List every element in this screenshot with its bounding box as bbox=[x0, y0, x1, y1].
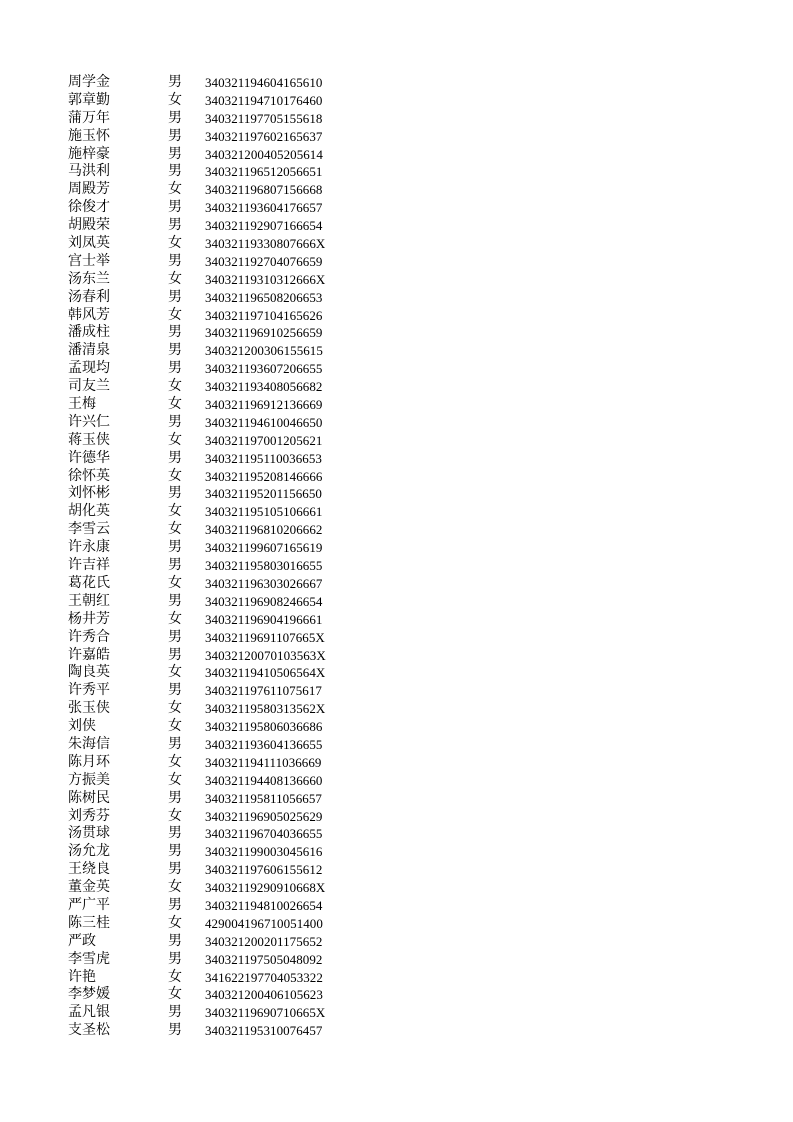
person-id-number: 340321195110036653 bbox=[205, 450, 322, 466]
person-gender: 男 bbox=[168, 413, 182, 430]
list-item bbox=[68, 432, 368, 450]
list-item bbox=[68, 503, 368, 521]
person-id-number: 429004196710051400 bbox=[205, 915, 323, 931]
person-name: 司友兰 bbox=[68, 378, 110, 395]
person-id-number: 34032119690710665X bbox=[205, 1005, 326, 1021]
person-id-number: 340321197606155612 bbox=[205, 862, 323, 878]
person-name: 王绕良 bbox=[68, 861, 110, 878]
person-gender: 女 bbox=[168, 235, 182, 252]
person-gender: 女 bbox=[168, 306, 182, 323]
person-name: 潘成柱 bbox=[68, 324, 110, 341]
person-gender: 男 bbox=[168, 252, 182, 269]
person-id-number: 340321194710176460 bbox=[205, 92, 323, 108]
person-name: 许秀平 bbox=[68, 682, 110, 699]
person-id-number: 340321192704076659 bbox=[205, 253, 323, 269]
roster-list bbox=[68, 74, 368, 1040]
person-name: 施梓豪 bbox=[68, 145, 110, 162]
list-item bbox=[68, 611, 368, 629]
list-item bbox=[68, 915, 368, 933]
person-name: 李雪云 bbox=[68, 521, 110, 538]
person-gender: 男 bbox=[168, 896, 182, 913]
person-gender: 男 bbox=[168, 628, 182, 645]
list-item bbox=[68, 181, 368, 199]
person-name: 董金英 bbox=[68, 879, 110, 896]
person-gender: 男 bbox=[168, 1004, 182, 1021]
person-gender: 男 bbox=[168, 360, 182, 377]
person-gender: 女 bbox=[168, 700, 182, 717]
person-gender: 男 bbox=[168, 217, 182, 234]
person-name: 杨井芳 bbox=[68, 610, 110, 627]
list-item bbox=[68, 986, 368, 1004]
person-name: 张玉侠 bbox=[68, 700, 110, 717]
person-gender: 男 bbox=[168, 1022, 182, 1039]
person-id-number: 340321200201175652 bbox=[205, 933, 323, 949]
person-gender: 男 bbox=[168, 145, 182, 162]
person-id-number: 340321200405205614 bbox=[205, 146, 323, 162]
person-name: 许永康 bbox=[68, 539, 110, 556]
person-gender: 女 bbox=[168, 986, 182, 1003]
person-name: 潘清泉 bbox=[68, 342, 110, 359]
list-item bbox=[68, 879, 368, 897]
person-id-number: 340321195811056657 bbox=[205, 790, 322, 806]
person-gender: 男 bbox=[168, 74, 182, 90]
person-gender: 女 bbox=[168, 521, 182, 538]
list-item bbox=[68, 700, 368, 718]
person-id-number: 34032120070103563X bbox=[205, 647, 326, 663]
list-item bbox=[68, 1004, 368, 1022]
list-item bbox=[68, 396, 368, 414]
person-id-number: 340321193604136655 bbox=[205, 736, 323, 752]
list-item bbox=[68, 718, 368, 736]
person-id-number: 340321200306155615 bbox=[205, 343, 323, 359]
list-item bbox=[68, 951, 368, 969]
person-name: 李梦媛 bbox=[68, 986, 110, 1003]
person-gender: 男 bbox=[168, 557, 182, 574]
person-gender: 男 bbox=[168, 592, 182, 609]
person-name: 刘侠 bbox=[68, 718, 96, 735]
person-gender: 女 bbox=[168, 664, 182, 681]
person-name: 徐怀英 bbox=[68, 467, 110, 484]
person-id-number: 340321194610046650 bbox=[205, 414, 323, 430]
person-name: 李雪虎 bbox=[68, 950, 110, 967]
person-name: 汤春利 bbox=[68, 288, 110, 305]
person-id-number: 340321196303026667 bbox=[205, 575, 323, 591]
list-item bbox=[68, 199, 368, 217]
person-gender: 女 bbox=[168, 396, 182, 413]
person-name: 孟凡银 bbox=[68, 1004, 110, 1021]
person-name: 王梅 bbox=[68, 396, 96, 413]
person-id-number: 340321199003045616 bbox=[205, 844, 323, 860]
person-name: 马洪利 bbox=[68, 163, 110, 180]
person-id-number: 340321196912136669 bbox=[205, 397, 323, 413]
person-name: 郭章勤 bbox=[68, 91, 110, 108]
list-item bbox=[68, 825, 368, 843]
list-item bbox=[68, 324, 368, 342]
person-name: 王朝红 bbox=[68, 592, 110, 609]
person-name: 胡化英 bbox=[68, 503, 110, 520]
person-id-number: 340321194604165610 bbox=[205, 75, 323, 90]
list-item bbox=[68, 593, 368, 611]
person-id-number: 340321193408056682 bbox=[205, 379, 323, 395]
list-item bbox=[68, 861, 368, 879]
person-gender: 女 bbox=[168, 753, 182, 770]
person-name: 宫士举 bbox=[68, 252, 110, 269]
person-id-number: 340321196908246654 bbox=[205, 593, 323, 609]
person-gender: 女 bbox=[168, 574, 182, 591]
person-name: 陈树民 bbox=[68, 789, 110, 806]
list-item bbox=[68, 289, 368, 307]
person-gender: 女 bbox=[168, 914, 182, 931]
person-id-number: 34032119580313562X bbox=[205, 701, 326, 717]
person-name: 刘秀芬 bbox=[68, 807, 110, 824]
person-name: 许德华 bbox=[68, 449, 110, 466]
person-name: 陈三桂 bbox=[68, 914, 110, 931]
list-item bbox=[68, 557, 368, 575]
list-item bbox=[68, 360, 368, 378]
list-item bbox=[68, 235, 368, 253]
person-name: 刘怀彬 bbox=[68, 485, 110, 502]
person-id-number: 340321196704036655 bbox=[205, 826, 323, 842]
list-item bbox=[68, 521, 368, 539]
list-item bbox=[68, 897, 368, 915]
person-name: 汤允龙 bbox=[68, 843, 110, 860]
person-gender: 男 bbox=[168, 449, 182, 466]
list-item bbox=[68, 969, 368, 987]
person-name: 葛花氏 bbox=[68, 574, 110, 591]
list-item bbox=[68, 468, 368, 486]
person-id-number: 340321196512056651 bbox=[205, 164, 323, 180]
person-gender: 男 bbox=[168, 199, 182, 216]
list-item bbox=[68, 790, 368, 808]
person-name: 许艳 bbox=[68, 968, 96, 985]
person-gender: 男 bbox=[168, 646, 182, 663]
person-name: 支圣松 bbox=[68, 1022, 110, 1039]
list-item bbox=[68, 414, 368, 432]
person-gender: 女 bbox=[168, 807, 182, 824]
person-name: 朱海信 bbox=[68, 735, 110, 752]
list-item bbox=[68, 342, 368, 360]
person-gender: 女 bbox=[168, 879, 182, 896]
person-id-number: 340321195105106661 bbox=[205, 504, 323, 520]
person-name: 周学金 bbox=[68, 74, 110, 90]
person-gender: 男 bbox=[168, 109, 182, 126]
list-item bbox=[68, 933, 368, 951]
person-name: 汤东兰 bbox=[68, 270, 110, 287]
list-item bbox=[68, 664, 368, 682]
list-item bbox=[68, 74, 368, 92]
person-name: 严政 bbox=[68, 932, 96, 949]
person-id-number: 340321192907166654 bbox=[205, 218, 323, 234]
person-id-number: 340321194408136660 bbox=[205, 772, 323, 788]
person-id-number: 340321196807156668 bbox=[205, 182, 323, 198]
person-gender: 女 bbox=[168, 431, 182, 448]
person-gender: 男 bbox=[168, 950, 182, 967]
person-name: 汤贯球 bbox=[68, 825, 110, 842]
list-item bbox=[68, 539, 368, 557]
list-item bbox=[68, 378, 368, 396]
list-item bbox=[68, 843, 368, 861]
person-name: 蒲万年 bbox=[68, 109, 110, 126]
list-item bbox=[68, 92, 368, 110]
list-item bbox=[68, 754, 368, 772]
person-gender: 女 bbox=[168, 181, 182, 198]
person-id-number: 340321197505048092 bbox=[205, 951, 323, 967]
person-id-number: 340321193607206655 bbox=[205, 361, 323, 377]
person-id-number: 34032119330807666X bbox=[205, 236, 326, 252]
person-gender: 男 bbox=[168, 288, 182, 305]
person-id-number: 340321197611075617 bbox=[205, 683, 322, 699]
person-gender: 女 bbox=[168, 718, 182, 735]
person-gender: 男 bbox=[168, 342, 182, 359]
person-id-number: 340321197602165637 bbox=[205, 128, 323, 144]
person-id-number: 340321193604176657 bbox=[205, 200, 323, 216]
person-gender: 女 bbox=[168, 968, 182, 985]
person-id-number: 340321196904196661 bbox=[205, 611, 323, 627]
person-id-number: 340321197705155618 bbox=[205, 110, 323, 126]
list-item bbox=[68, 629, 368, 647]
person-gender: 男 bbox=[168, 861, 182, 878]
list-item bbox=[68, 682, 368, 700]
person-id-number: 340321194810026654 bbox=[205, 897, 323, 913]
person-id-number: 340321195208146666 bbox=[205, 468, 323, 484]
person-id-number: 34032119691107665X bbox=[205, 629, 325, 645]
person-name: 许嘉皓 bbox=[68, 646, 110, 663]
person-gender: 男 bbox=[168, 843, 182, 860]
person-gender: 男 bbox=[168, 735, 182, 752]
person-name: 许秀合 bbox=[68, 628, 110, 645]
person-id-number: 340321196905025629 bbox=[205, 808, 323, 824]
person-id-number: 340321195806036686 bbox=[205, 719, 323, 735]
list-item bbox=[68, 736, 368, 754]
list-item bbox=[68, 110, 368, 128]
person-id-number: 340321195310076457 bbox=[205, 1023, 323, 1039]
person-id-number: 34032119310312666X bbox=[205, 271, 326, 287]
person-gender: 男 bbox=[168, 485, 182, 502]
list-item bbox=[68, 163, 368, 181]
list-item bbox=[68, 128, 368, 146]
person-gender: 女 bbox=[168, 467, 182, 484]
person-name: 胡殿荣 bbox=[68, 217, 110, 234]
person-id-number: 34032119410506564X bbox=[205, 665, 326, 681]
person-gender: 女 bbox=[168, 771, 182, 788]
person-gender: 男 bbox=[168, 825, 182, 842]
person-id-number: 34032119290910668X bbox=[205, 880, 326, 896]
person-gender: 男 bbox=[168, 127, 182, 144]
list-item bbox=[68, 217, 368, 235]
person-gender: 女 bbox=[168, 610, 182, 627]
person-id-number: 340321196810206662 bbox=[205, 522, 323, 538]
person-id-number: 340321195201156650 bbox=[205, 486, 322, 502]
person-gender: 女 bbox=[168, 270, 182, 287]
person-id-number: 340321199607165619 bbox=[205, 540, 323, 556]
list-item bbox=[68, 575, 368, 593]
person-id-number: 340321200406105623 bbox=[205, 987, 323, 1003]
person-gender: 男 bbox=[168, 789, 182, 806]
list-item bbox=[68, 450, 368, 468]
person-name: 方振美 bbox=[68, 771, 110, 788]
list-item bbox=[68, 1022, 368, 1040]
list-item bbox=[68, 808, 368, 826]
person-name: 蒋玉侠 bbox=[68, 431, 110, 448]
person-name: 韩风芳 bbox=[68, 306, 110, 323]
list-item bbox=[68, 271, 368, 289]
list-item bbox=[68, 485, 368, 503]
person-gender: 女 bbox=[168, 91, 182, 108]
person-name: 徐俊才 bbox=[68, 199, 110, 216]
person-name: 陶良英 bbox=[68, 664, 110, 681]
person-gender: 男 bbox=[168, 163, 182, 180]
person-id-number: 340321197001205621 bbox=[205, 432, 323, 448]
person-gender: 男 bbox=[168, 539, 182, 556]
list-item bbox=[68, 146, 368, 164]
person-name: 许吉祥 bbox=[68, 557, 110, 574]
person-name: 刘凤英 bbox=[68, 235, 110, 252]
person-gender: 女 bbox=[168, 503, 182, 520]
person-name: 严广平 bbox=[68, 896, 110, 913]
person-id-number: 340321196508206653 bbox=[205, 289, 323, 305]
person-id-number: 340321195803016655 bbox=[205, 558, 323, 574]
list-item bbox=[68, 307, 368, 325]
person-name: 施玉怀 bbox=[68, 127, 110, 144]
person-name: 周殿芳 bbox=[68, 181, 110, 198]
person-gender: 男 bbox=[168, 682, 182, 699]
person-gender: 男 bbox=[168, 932, 182, 949]
person-name: 孟现均 bbox=[68, 360, 110, 377]
person-id-number: 340321197104165626 bbox=[205, 307, 323, 323]
list-item bbox=[68, 253, 368, 271]
person-name: 陈月环 bbox=[68, 753, 110, 770]
person-gender: 男 bbox=[168, 324, 182, 341]
person-gender: 女 bbox=[168, 378, 182, 395]
person-id-number: 341622197704053322 bbox=[205, 969, 323, 985]
list-item bbox=[68, 772, 368, 790]
person-id-number: 340321196910256659 bbox=[205, 325, 323, 341]
person-name: 许兴仁 bbox=[68, 413, 110, 430]
person-id-number: 340321194111036669 bbox=[205, 754, 322, 770]
list-item bbox=[68, 647, 368, 665]
